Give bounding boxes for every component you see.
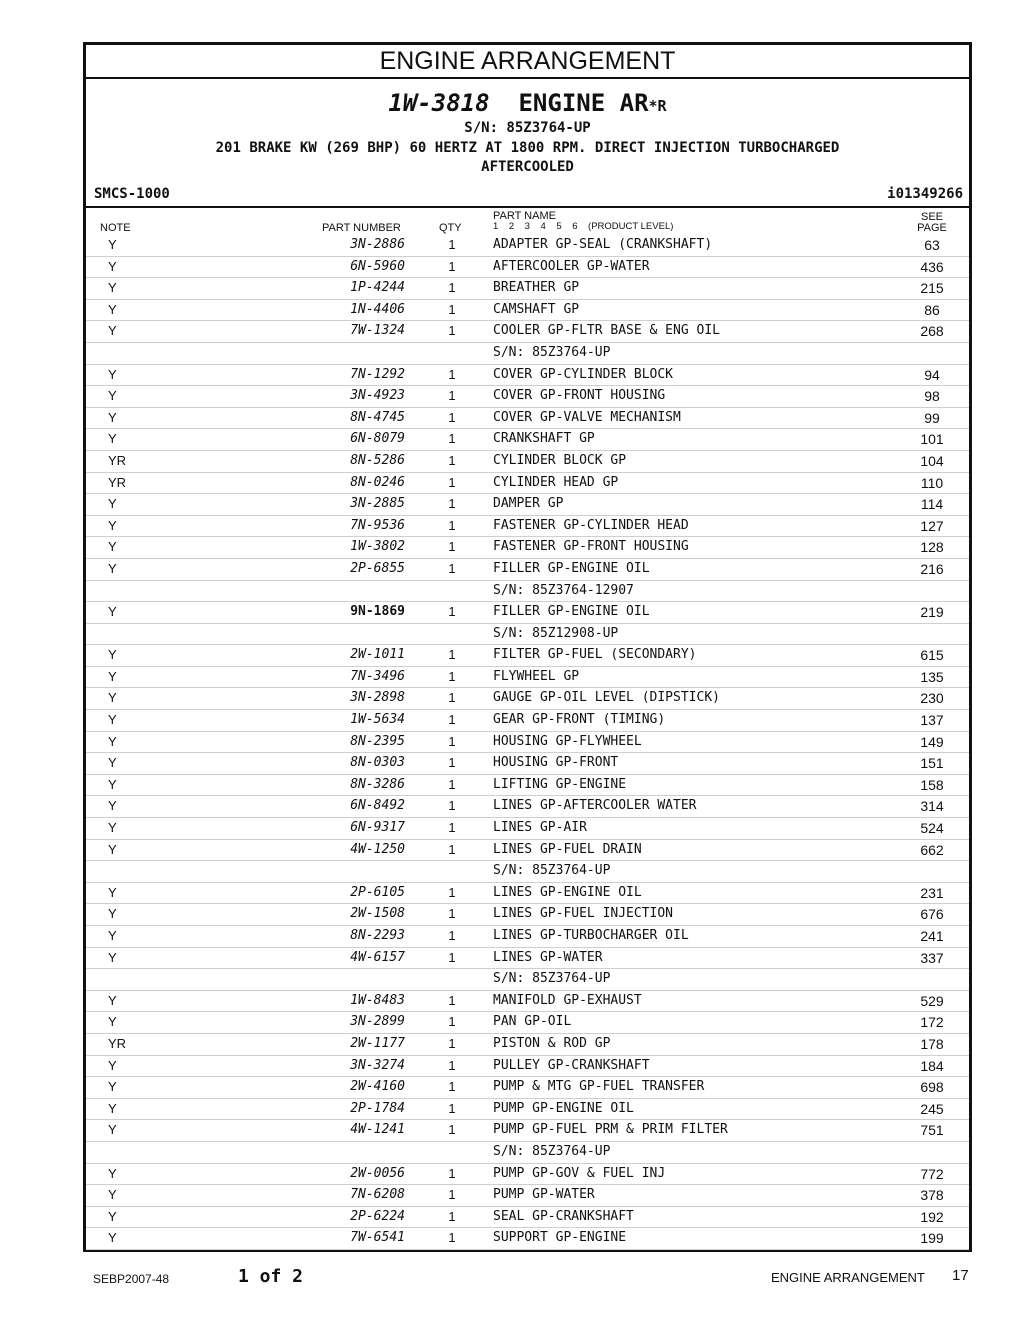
group-title (86, 89, 969, 120)
qty-cell: 1 (448, 712, 456, 728)
table-row (86, 1164, 969, 1186)
qty-cell: 1 (448, 604, 456, 620)
column-header-qty: QTY (439, 222, 462, 234)
note-cell: Y (108, 906, 117, 922)
see-page-cell: 184 (920, 1057, 944, 1074)
part-number-cell: 8N-5286 (350, 452, 405, 468)
part-number-cell: 1W-3802 (350, 539, 405, 555)
part-name-cell: S/N: 85Z3764-12907 (493, 582, 634, 598)
column-header-page: PAGE (917, 222, 947, 234)
see-page-cell: 63 (924, 237, 940, 253)
note-cell: Y (108, 388, 117, 404)
qty-cell: 1 (448, 647, 456, 663)
table-row (86, 365, 969, 387)
table-row (86, 1034, 969, 1056)
see-page-cell: 128 (920, 539, 944, 556)
qty-cell: 1 (448, 452, 456, 468)
qty-cell: 1 (448, 1122, 456, 1138)
part-number-cell: 3N-4923 (350, 388, 405, 404)
group-name: ENGINE AR (518, 89, 649, 117)
qty-cell: 1 (448, 928, 456, 943)
note-cell: Y (108, 841, 117, 857)
smcs-code: SMCS-1000 (94, 186, 170, 202)
part-number-cell: 2W-1011 (350, 647, 405, 663)
table-row (86, 861, 969, 883)
part-name-cell: PUMP & MTG GP-FUEL TRANSFER (493, 1079, 705, 1095)
table-row (86, 1185, 969, 1207)
see-page-cell: 127 (920, 517, 944, 534)
note-cell: Y (108, 820, 117, 836)
part-number-cell: 7N-6208 (350, 1187, 405, 1203)
column-header-see: SEE (920, 211, 943, 223)
note-cell: Y (108, 690, 117, 706)
part-number-cell: 7W-1324 (350, 323, 405, 339)
serial-range: S/N: 85Z3764-UP (464, 120, 591, 136)
table-row (86, 926, 969, 948)
see-page-cell: 86 (924, 301, 940, 318)
note-cell: Y (108, 301, 117, 317)
see-page-cell: 114 (920, 496, 944, 513)
part-number-cell: 3N-2885 (350, 496, 405, 512)
see-page-cell: 98 (924, 388, 940, 405)
table-row (86, 494, 969, 516)
part-number-cell: 1W-8483 (350, 992, 405, 1008)
note-cell: Y (108, 431, 117, 447)
qty-cell: 1 (448, 1165, 456, 1181)
column-header-product-level: 1 2 3 4 5 6 (PRODUCT LEVEL) (493, 221, 674, 232)
table-row (86, 904, 969, 926)
note-cell: Y (108, 647, 117, 663)
part-name-cell: CRANKSHAFT GP (493, 431, 595, 447)
part-name-cell: PUMP GP-WATER (493, 1187, 595, 1203)
note-cell: Y (108, 517, 117, 533)
part-number-cell: 4W-1250 (350, 841, 405, 857)
table-row (86, 753, 969, 775)
see-page-cell: 199 (920, 1230, 944, 1247)
sheet-indicator: 1 of 2 (238, 1266, 304, 1287)
part-name-cell: FLYWHEEL GP (493, 668, 580, 684)
part-name-cell: GAUGE GP-OIL LEVEL (DIPSTICK) (493, 690, 720, 706)
qty-cell: 1 (448, 1014, 456, 1030)
footer-section-title: ENGINE ARRANGEMENT (771, 1270, 925, 1285)
see-page-cell: 751 (920, 1122, 944, 1139)
see-page-cell: 378 (920, 1187, 944, 1204)
column-header-part-name: PART NAME (493, 210, 556, 222)
part-name-cell: LINES GP-AFTERCOOLER WATER (493, 798, 697, 814)
part-number-cell: 8N-0303 (350, 755, 405, 771)
part-name-cell: COVER GP-FRONT HOUSING (493, 388, 666, 404)
part-name-cell: MANIFOLD GP-EXHAUST (493, 992, 642, 1008)
note-cell: Y (108, 884, 117, 900)
part-number-cell: 2P-6855 (350, 560, 405, 576)
see-page-cell: 137 (920, 712, 944, 729)
part-name-cell: LINES GP-TURBOCHARGER OIL (493, 928, 689, 943)
part-name-cell: COVER GP-VALVE MECHANISM (493, 409, 681, 425)
note-cell: Y (108, 409, 117, 425)
parts-list-frame (83, 42, 972, 1252)
note-cell: Y (108, 1057, 117, 1073)
note-cell: YR (108, 1035, 127, 1051)
engine-description-line-1: 201 BRAKE KW (269 BHP) 60 HERTZ AT 1800 RPM. DIRECT INJECTION TURBOCHARGED (215, 140, 840, 156)
part-number-cell: 9N-1869 (350, 604, 405, 620)
part-number-cell: 1P-4244 (350, 280, 405, 296)
table-row (86, 1077, 969, 1099)
see-page-cell: 158 (920, 776, 944, 793)
qty-cell: 1 (448, 1208, 456, 1224)
note-cell: YR (108, 452, 127, 468)
table-row (86, 732, 969, 754)
column-header-note: NOTE (100, 222, 131, 234)
note-cell: Y (108, 798, 117, 814)
note-cell: Y (108, 1014, 117, 1030)
part-number-cell: 8N-0246 (350, 474, 405, 490)
see-page-cell: 245 (920, 1100, 944, 1117)
see-page-cell: 104 (920, 452, 944, 469)
see-page-cell: 230 (920, 690, 944, 707)
qty-cell: 1 (448, 258, 456, 274)
part-name-cell: FILLER GP-ENGINE OIL (493, 560, 650, 576)
part-number-cell: 7N-9536 (350, 517, 405, 533)
qty-cell: 1 (448, 798, 456, 814)
qty-cell: 1 (448, 280, 456, 296)
part-name-cell: LIFTING GP-ENGINE (493, 776, 627, 792)
see-page-cell: 172 (920, 1014, 944, 1031)
part-name-cell: CYLINDER HEAD GP (493, 474, 619, 490)
part-name-cell: SUPPORT GP-ENGINE (493, 1230, 627, 1246)
column-header-part-number: PART NUMBER (322, 222, 401, 234)
qty-cell: 1 (448, 366, 456, 382)
note-cell: Y (108, 733, 117, 749)
see-page-cell: 772 (920, 1165, 944, 1182)
part-name-cell: FILLER GP-ENGINE OIL (493, 604, 650, 620)
part-number-cell: 6N-5960 (350, 258, 405, 274)
table-row (86, 559, 969, 581)
part-name-cell: FASTENER GP-CYLINDER HEAD (493, 517, 689, 533)
see-page-cell: 662 (920, 841, 944, 858)
table-row (86, 278, 969, 300)
table-row (86, 624, 969, 646)
note-cell: Y (108, 992, 117, 1008)
see-page-cell: 219 (920, 604, 944, 621)
note-cell: Y (108, 280, 117, 296)
part-name-cell: HOUSING GP-FRONT (493, 755, 619, 771)
note-cell: Y (108, 1079, 117, 1095)
see-page-cell: 615 (920, 647, 944, 664)
part-name-cell: HOUSING GP-FLYWHEEL (493, 733, 642, 749)
qty-cell: 1 (448, 884, 456, 900)
note-cell: Y (108, 1165, 117, 1181)
part-number-cell: 2P-6224 (350, 1208, 405, 1224)
qty-cell: 1 (448, 1079, 456, 1095)
see-page-cell: 529 (920, 992, 944, 1009)
note-cell: Y (108, 604, 117, 620)
part-name-cell: S/N: 85Z3764-UP (493, 971, 611, 987)
parts-table-body (86, 235, 969, 1250)
see-page-cell: 698 (920, 1079, 944, 1096)
table-row (86, 300, 969, 322)
see-page-cell: 524 (920, 820, 944, 837)
qty-cell: 1 (448, 776, 456, 792)
note-cell: Y (108, 755, 117, 771)
table-row (86, 948, 969, 970)
qty-cell: 1 (448, 1187, 456, 1203)
see-page-cell: 676 (920, 906, 944, 923)
part-number-cell: 8N-3286 (350, 776, 405, 792)
qty-cell: 1 (448, 560, 456, 576)
qty-cell: 1 (448, 755, 456, 771)
qty-cell: 1 (448, 301, 456, 317)
part-number-cell: 2P-6105 (350, 884, 405, 900)
table-row (86, 537, 969, 559)
part-name-cell: LINES GP-FUEL DRAIN (493, 841, 642, 857)
part-number-cell: 2W-1177 (350, 1035, 405, 1051)
part-number-cell: 8N-2395 (350, 733, 405, 749)
table-row (86, 840, 969, 862)
qty-cell: 1 (448, 906, 456, 922)
qty-cell: 1 (448, 949, 456, 965)
qty-cell: 1 (448, 539, 456, 555)
table-row (86, 386, 969, 408)
part-number-cell: 1W-5634 (350, 712, 405, 728)
table-row (86, 969, 969, 991)
part-name-cell: ADAPTER GP-SEAL (CRANKSHAFT) (493, 237, 713, 252)
see-page-cell: 149 (920, 733, 944, 750)
note-cell: Y (108, 712, 117, 728)
part-number-cell: 3N-2886 (350, 237, 405, 252)
illustration-id: i01349266 (887, 186, 963, 202)
part-number-cell: 6N-8079 (350, 431, 405, 447)
note-cell: Y (108, 928, 117, 943)
part-number-cell: 1N-4406 (350, 301, 405, 317)
note-cell: Y (108, 258, 117, 274)
qty-cell: 1 (448, 1100, 456, 1116)
part-name-cell: PUMP GP-FUEL PRM & PRIM FILTER (493, 1122, 728, 1138)
table-row (86, 1099, 969, 1121)
page-number: 17 (952, 1267, 969, 1284)
table-row (86, 818, 969, 840)
part-name-cell: GEAR GP-FRONT (TIMING) (493, 712, 666, 728)
part-number-cell: 2P-1784 (350, 1100, 405, 1116)
engine-description-line-2: AFTERCOOLED (481, 159, 574, 175)
header-divider (86, 206, 969, 208)
note-cell: Y (108, 237, 117, 252)
qty-cell: 1 (448, 820, 456, 836)
part-number-cell: 2W-4160 (350, 1079, 405, 1095)
part-name-cell: S/N: 85Z3764-UP (493, 344, 611, 360)
part-name-cell: PISTON & ROD GP (493, 1035, 611, 1051)
part-name-cell: CAMSHAFT GP (493, 301, 580, 317)
part-number-cell: 4W-6157 (350, 949, 405, 965)
see-page-cell: 337 (920, 949, 944, 966)
part-name-cell: FILTER GP-FUEL (SECONDARY) (493, 647, 697, 663)
part-number-cell: 2W-0056 (350, 1165, 405, 1181)
section-title-band: ENGINE ARRANGEMENT (86, 45, 969, 79)
part-name-cell: S/N: 85Z3764-UP (493, 863, 611, 879)
part-name-cell: PAN GP-OIL (493, 1014, 572, 1030)
see-page-cell: 101 (920, 431, 944, 448)
table-row (86, 581, 969, 603)
note-cell: Y (108, 1187, 117, 1203)
qty-cell: 1 (448, 1230, 456, 1246)
part-number-cell: 3N-2899 (350, 1014, 405, 1030)
table-row (86, 321, 969, 343)
group-part-number: 1W-3818 (388, 89, 490, 117)
part-number-cell: 7N-1292 (350, 366, 405, 382)
qty-cell: 1 (448, 992, 456, 1008)
table-row (86, 343, 969, 365)
table-row (86, 991, 969, 1013)
part-name-cell: FASTENER GP-FRONT HOUSING (493, 539, 689, 555)
note-cell: Y (108, 949, 117, 965)
part-name-cell: CYLINDER BLOCK GP (493, 452, 627, 468)
qty-cell: 1 (448, 690, 456, 706)
table-row (86, 775, 969, 797)
see-page-cell: 215 (920, 280, 944, 297)
table-row (86, 1120, 969, 1142)
table-row (86, 257, 969, 279)
table-row (86, 473, 969, 495)
note-cell: Y (108, 668, 117, 684)
table-row (86, 796, 969, 818)
qty-cell: 1 (448, 1035, 456, 1051)
part-name-cell: PUMP GP-ENGINE OIL (493, 1100, 634, 1116)
part-name-cell: LINES GP-AIR (493, 820, 587, 836)
see-page-cell: 231 (920, 884, 944, 901)
qty-cell: 1 (448, 841, 456, 857)
note-cell: Y (108, 776, 117, 792)
part-number-cell: 7W-6541 (350, 1230, 405, 1246)
part-number-cell: 2W-1508 (350, 906, 405, 922)
qty-cell: 1 (448, 496, 456, 512)
part-number-cell: 3N-3274 (350, 1057, 405, 1073)
table-row (86, 408, 969, 430)
table-row (86, 667, 969, 689)
note-cell: Y (108, 1100, 117, 1116)
qty-cell: 1 (448, 409, 456, 425)
table-row (86, 688, 969, 710)
part-name-cell: COOLER GP-FLTR BASE & ENG OIL (493, 323, 720, 339)
qty-cell: 1 (448, 668, 456, 684)
note-cell: Y (108, 366, 117, 382)
note-cell: Y (108, 496, 117, 512)
part-name-cell: PUMP GP-GOV & FUEL INJ (493, 1165, 666, 1181)
note-cell: Y (108, 1122, 117, 1138)
part-name-cell: BREATHER GP (493, 280, 580, 296)
part-number-cell: 4W-1241 (350, 1122, 405, 1138)
part-name-cell: LINES GP-FUEL INJECTION (493, 906, 674, 922)
note-cell: Y (108, 1230, 117, 1246)
part-name-cell: COVER GP-CYLINDER BLOCK (493, 366, 674, 382)
see-page-cell: 268 (920, 323, 944, 340)
table-row (86, 1056, 969, 1078)
qty-cell: 1 (448, 474, 456, 490)
part-number-cell: 8N-4745 (350, 409, 405, 425)
table-row (86, 645, 969, 667)
table-row (86, 1142, 969, 1164)
table-row (86, 516, 969, 538)
qty-cell: 1 (448, 517, 456, 533)
qty-cell: 1 (448, 1057, 456, 1073)
qty-cell: 1 (448, 733, 456, 749)
see-page-cell: 94 (924, 366, 940, 383)
see-page-cell: 151 (920, 755, 944, 772)
note-cell: YR (108, 474, 127, 490)
group-name-suffix: *R (648, 97, 667, 115)
part-name-cell: LINES GP-WATER (493, 949, 603, 965)
qty-cell: 1 (448, 431, 456, 447)
table-row (86, 235, 969, 257)
part-name-cell: LINES GP-ENGINE OIL (493, 884, 642, 900)
note-cell: Y (108, 1208, 117, 1224)
qty-cell: 1 (448, 237, 456, 252)
part-name-cell: SEAL GP-CRANKSHAFT (493, 1208, 634, 1224)
note-cell: Y (108, 560, 117, 576)
table-row (86, 602, 969, 624)
part-name-cell: S/N: 85Z12908-UP (493, 625, 619, 641)
see-page-cell: 436 (920, 258, 944, 275)
see-page-cell: 216 (920, 560, 944, 577)
table-row (86, 883, 969, 905)
see-page-cell: 192 (920, 1208, 944, 1225)
table-row (86, 1228, 969, 1250)
part-number-cell: 6N-9317 (350, 820, 405, 836)
qty-cell: 1 (448, 323, 456, 339)
part-name-cell: PULLEY GP-CRANKSHAFT (493, 1057, 650, 1073)
part-number-cell: 8N-2293 (350, 928, 405, 943)
document-id: SEBP2007-48 (93, 1272, 170, 1286)
note-cell: Y (108, 323, 117, 339)
see-page-cell: 314 (920, 798, 944, 815)
part-number-cell: 6N-8492 (350, 798, 405, 814)
see-page-cell: 99 (924, 409, 940, 426)
part-name-cell: S/N: 85Z3764-UP (493, 1143, 611, 1159)
see-page-cell: 135 (920, 668, 944, 685)
part-number-cell: 7N-3496 (350, 668, 405, 684)
see-page-cell: 241 (920, 928, 944, 944)
part-number-cell: 3N-2898 (350, 690, 405, 706)
see-page-cell: 178 (920, 1035, 944, 1052)
table-row (86, 451, 969, 473)
note-cell: Y (108, 539, 117, 555)
qty-cell: 1 (448, 388, 456, 404)
table-row (86, 429, 969, 451)
table-row (86, 1012, 969, 1034)
part-name-cell: DAMPER GP (493, 496, 564, 512)
table-row (86, 710, 969, 732)
see-page-cell: 110 (920, 474, 944, 491)
table-row (86, 1207, 969, 1229)
part-name-cell: AFTERCOOLER GP-WATER (493, 258, 650, 274)
